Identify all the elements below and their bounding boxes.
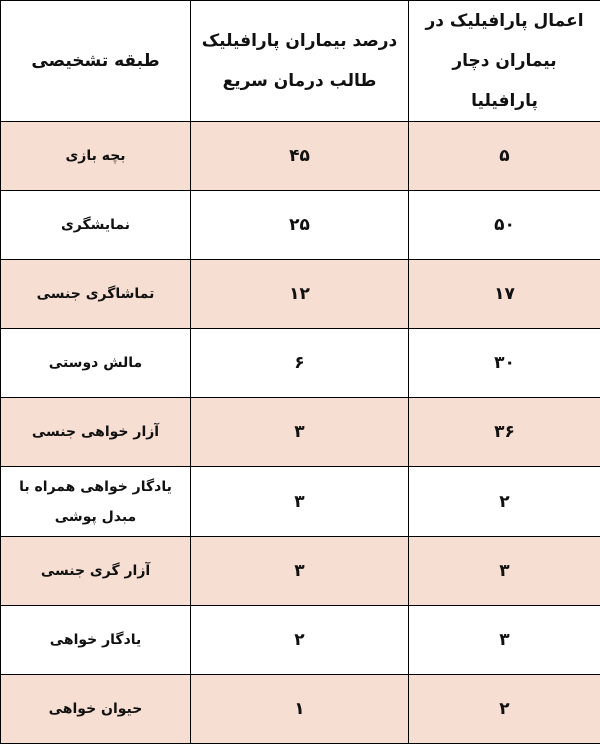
cell-acts: ۵ [409,122,600,191]
cell-percent: ۳ [191,398,409,467]
table-row [1,398,600,467]
header-acts-line1: اعمال پارافیلیک در [425,11,583,31]
cell-diagnosis: نمایشگری [1,191,191,260]
cell-acts: ۳ [409,537,600,606]
cell-diagnosis: حیوان خواهی [1,675,191,744]
cell-diagnosis: مالش دوستی [1,329,191,398]
header-diagnosis: طبقه تشخیصی [1,1,191,122]
cell-diagnosis: یادگار خواهی [1,606,191,675]
table-row [1,467,600,537]
table-row [1,675,600,744]
cell-acts: ۵۰ [409,191,600,260]
cell-acts: ۳۰ [409,329,600,398]
table-row [1,260,600,329]
cell-diagnosis: یادگار خواهی همراه با مبدل پوشی [1,467,191,537]
table-row [1,329,600,398]
cell-percent: ۶ [191,329,409,398]
cell-diagnosis: آزار گری جنسی [1,537,191,606]
cell-percent: ۱۲ [191,260,409,329]
cell-percent: ۳ [191,537,409,606]
table-row [1,122,600,191]
table-row [1,191,600,260]
cell-acts: ۳ [409,606,600,675]
header-percent-line2: طالب درمان سریع [223,71,377,91]
cell-percent: ۳ [191,467,409,537]
cell-percent: ۱ [191,675,409,744]
cell-percent: ۲۵ [191,191,409,260]
cell-percent: ۲ [191,606,409,675]
cell-diagnosis: بچه بازی [1,122,191,191]
header-row [1,1,600,122]
cell-acts: ۲ [409,675,600,744]
cell-diagnosis: تماشاگری جنسی [1,260,191,329]
cell-percent: ۴۵ [191,122,409,191]
cell-acts: ۲ [409,467,600,537]
header-percent-line1: درصد بیماران پارافیلیک [202,31,398,51]
header-acts-line2: بیماران دچار پارافیلیا [452,51,556,111]
header-percent [191,1,409,122]
cell-acts: ۳۶ [409,398,600,467]
cell-acts: ۱۷ [409,260,600,329]
table-row [1,606,600,675]
header-acts [409,1,600,122]
table-row [1,537,600,606]
cell-diagnosis: آزار خواهی جنسی [1,398,191,467]
